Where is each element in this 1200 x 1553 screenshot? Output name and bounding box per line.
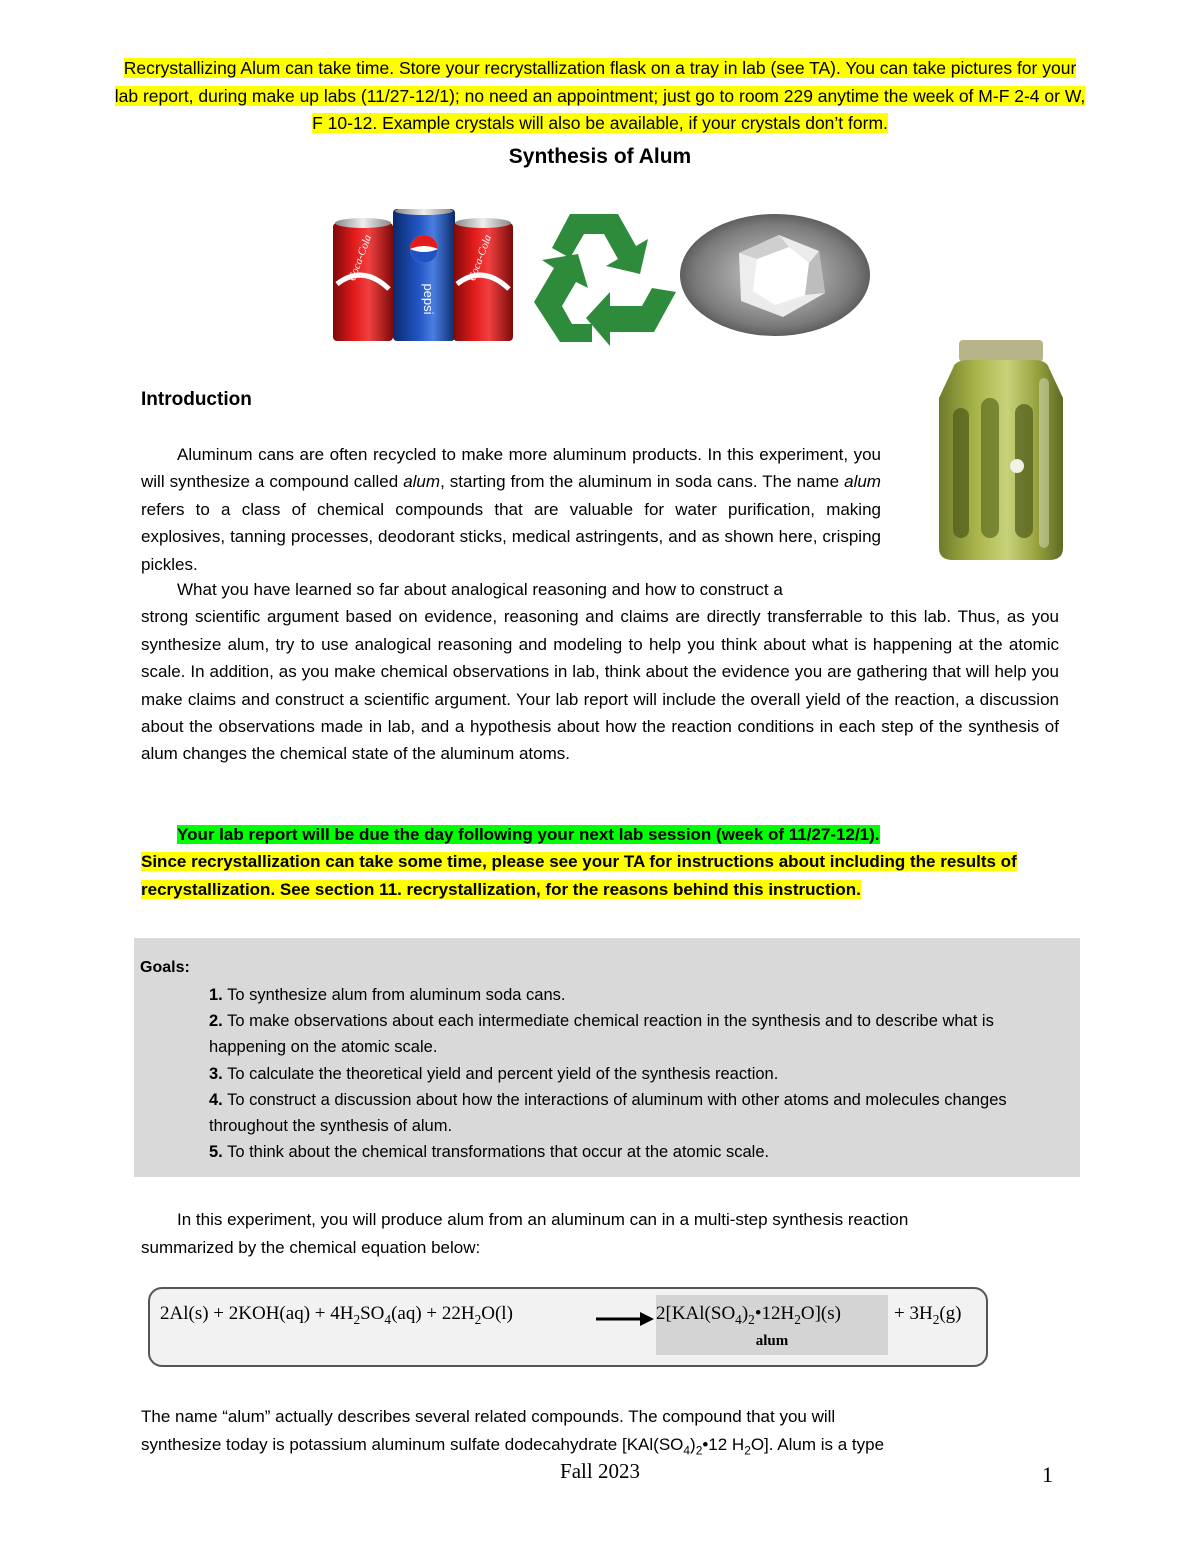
goal-item: 5. To think about the chemical transformations that occur at the atomic scale. (209, 1143, 770, 1162)
top-notice (110, 55, 1090, 138)
recycle-icon (526, 206, 678, 350)
alum-crystal-image (679, 213, 872, 337)
goal-item: 1. To synthesize alum from aluminum soda cans. (209, 986, 566, 1004)
closing-paragraph: The name “alum” actually describes several related compounds. The compound that you will synthesize today is potassium aluminum sulfate dodecahydrate [$KAl(SO_4)_2•12$ $H_2O$]. Alum is a type (141, 1407, 885, 1458)
introduction-paragraph-2: What you have learned so far about analogical reasoning and how to construct a strong scientific argument based on evidence, reasoning and claims are directly transferrable to this lab. Thus, as you synthesize alum, try to use analogical reasoning and modeling to help you think about what is happening at the atomic scale. In addition, as you make chemical observations in lab, think about the evidence you are gathering that will help you make claims and construct a scientific argument. Your lab report will include the overall yield of the reaction, a discussion about the observations made in lab, and a hypothesis about how the reaction conditions in each step of the synthesis of alum changes the chemical state of the aluminum atoms. (141, 580, 1059, 764)
coca-cola-can-left (333, 218, 393, 341)
introduction-heading: Introduction (141, 389, 252, 410)
goals-box (134, 938, 1080, 1177)
goal-item: 3. To calculate the theoretical yield and percent yield of the synthesis reaction. (209, 1064, 779, 1083)
equation-reactants: $2Al(s) + 2KOH(aq) + 4H_2SO_4(aq) + 22H_2O(l)$ (160, 1303, 513, 1327)
recrystallization-instruction: Since recrystallization can take some time, please see your TA for instructions about including the results of recrystallization. See section 11. recrystallization, for the reasons behind this instruction. (141, 852, 1017, 899)
goal-item: 4. To construct a discussion about how the interactions of aluminum with other atoms and molecules changes throughout the synthesis of alum. (209, 1090, 1007, 1136)
soda-cans-image (333, 209, 513, 341)
pickle-jar-image (935, 338, 1067, 562)
introduction-paragraph-1: Aluminum cans are often recycled to make more aluminum products. In this experiment, you will synthesize a compound called alum, starting from the aluminum in soda cans. The name alum refers to a class of chemical compounds that are valuable for water purification, making explosives, tanning processes, deodorant sticks, medical astringents, and as shown here, crisping pickles. (141, 445, 881, 574)
alum-label: alum (755, 1333, 789, 1349)
goal-item: 2. To make observations about each intermediate chemical reaction in the synthesis and to describe what is happening on the atomic scale. (209, 1012, 994, 1057)
equation-hydrogen: + $3H_2(g)$ (894, 1303, 962, 1327)
chemical-equation-box (148, 1287, 988, 1367)
svg-text:Coca-Cola: Coca-Cola (466, 233, 495, 283)
reaction-arrow-icon (596, 1311, 654, 1327)
svg-text:pepsi: pepsi (421, 283, 436, 315)
page-title: Synthesis of Alum (508, 145, 692, 168)
top-notice-text: Recrystallizing Alum can take time. Store your recrystallization flask on a tray in lab (see TA). You can take pictures for your lab report, during make up labs (11/27-12/1); no need an appointment; just go to room 229 anytime the week of M-F 2-4 or W, F 10-12. Example crystals will also be available, if your crystals don’t form. (114, 58, 1086, 133)
equation-product-alum: $2[KAl(SO_4)_2•12H_2O](s)$ alum (656, 1295, 888, 1355)
pepsi-can (393, 209, 455, 341)
due-date-notice (141, 821, 1071, 903)
goals-title: Goals: (140, 959, 190, 976)
experiment-paragraph: In this experiment, you will produce alum from an aluminum can in a multi-step synthesis reaction summarized by the chemical equation below: (141, 1210, 909, 1257)
goals-list (209, 982, 1049, 1165)
page-footer: Fall 2023 (560, 1459, 640, 1483)
coca-cola-can-right (453, 218, 513, 341)
page-number: 1 (1042, 1462, 1053, 1487)
due-date-line: Your lab report will be due the day following your next lab session (week of 11/27-12/1). (177, 825, 880, 844)
svg-text:Coca-Cola: Coca-Cola (346, 233, 375, 283)
